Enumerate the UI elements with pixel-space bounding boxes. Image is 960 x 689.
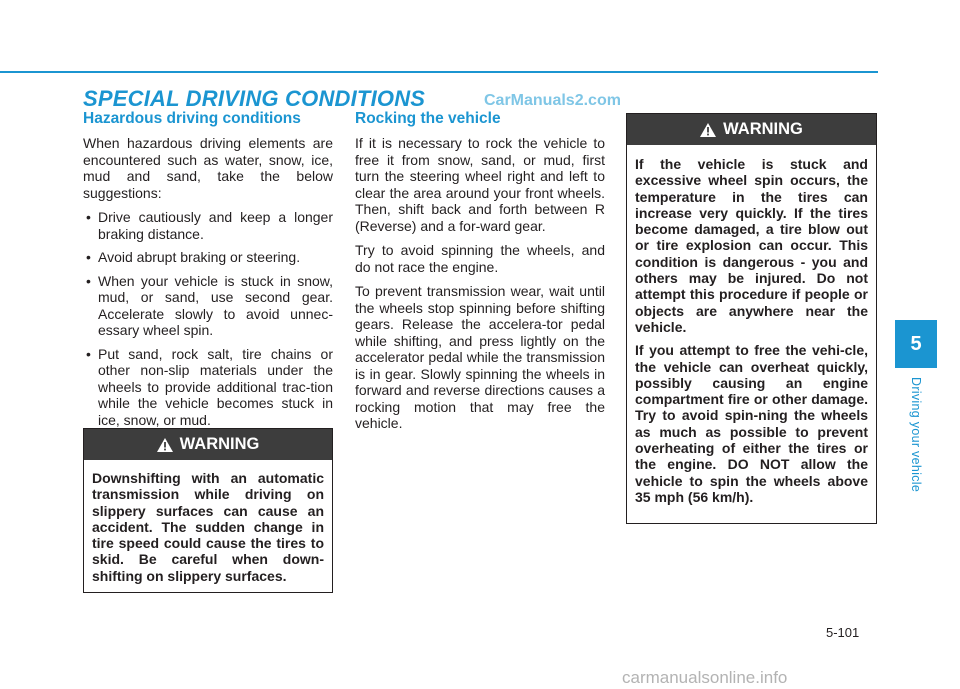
hazardous-section [83,110,333,435]
hazardous-intro: When hazardous driving elements are encountered such as water, snow, ice, mud and sand, take the below suggestions: [83,135,333,201]
bullet-dot-icon: • [86,272,91,289]
watermark-top: CarManuals2.com [484,92,621,109]
list-item: • When your vehicle is stuck in snow, mud, or sand, use second gear. Accelerate slowly to avoid unnec-essary wheel spin. [86,272,333,338]
warning-paragraph-1: If the vehicle is stuck and excessive wheel spin occurs, the temperature in the tires can increase very quickly. If the tires become damaged, a tire blow out or tire explosion can occur. This condition is dangerous - you and others may be injured. Do not attempt this procedure if people or objects are anywhere near the vehicle. [635,156,868,335]
list-item: • Put sand, rock salt, tire chains or other non-slip materials under the wheels to provide additional trac-tion while the vehicle becomes stuck in ice, snow, or mud. [86,345,333,428]
warning-title: WARNING [723,120,803,138]
rocking-paragraph-1: If it is necessary to rock the vehicle to free it from snow, sand, or mud, first turn the steering wheel right and left to clear the area around your front wheels. Then, shift back and forth between R (Reverse) and a for-ward gear. [355,135,605,234]
warning-text: Downshifting with an automatic transmission while driving on slippery surfaces can cause an accident. The sudden change in tire speed could cause the tires to skid. Be careful when down-shifting on slippery surfaces. [92,470,324,584]
bullet-dot-icon: • [86,209,91,225]
warning-header [627,114,876,145]
hazardous-list [83,209,333,428]
hazardous-heading: Hazardous driving conditions [83,110,301,127]
warning-box-wheel-spin [626,113,877,524]
rocking-section [355,110,605,440]
warning-triangle-icon [157,438,173,452]
warning-box-downshifting [83,428,333,593]
section-title: SPECIAL DRIVING CONDITIONS [83,86,426,111]
bullet-dot-icon: • [86,249,91,265]
header-rule [0,71,878,73]
rocking-heading: Rocking the vehicle [355,110,501,127]
warning-title: WARNING [179,435,260,453]
rocking-paragraph-2: Try to avoid spinning the wheels, and do not race the engine. [355,242,605,275]
page-number: 5-101 [826,625,860,640]
warning-triangle-icon [700,123,716,137]
list-item: • Drive cautiously and keep a longer braking distance. [86,209,333,242]
warning-paragraph-2: If you attempt to free the vehi-cle, the vehicle can overheat quickly, possibly causing an engine compartment fire or other damage. Try to avoid spin-ning the wheels as much as possible to prevent overheating of either the tires or the engine. DO NOT allow the vehicle to spin the wheels above 35 mph (56 km/h). [635,342,868,505]
bullet-dot-icon: • [86,345,91,362]
chapter-tab: 5 [895,320,937,368]
watermark-bottom: carmanualsonline.info [622,668,788,687]
list-item: • Avoid abrupt braking or steering. [86,249,301,265]
warning-header [84,429,332,460]
chapter-side-title [895,372,937,498]
chapter-title: Driving your vehicle [909,377,923,493]
rocking-paragraph-3: To prevent transmission wear, wait until the wheels stop spinning before shifting gears. Release the accelera-tor pedal while shifting, and press lightly on the accelerator pedal while the transmission is in gear. Slowly spinning the wheels in forward and reverse directions causes a rocking motion that may free the vehicle. [355,283,605,431]
